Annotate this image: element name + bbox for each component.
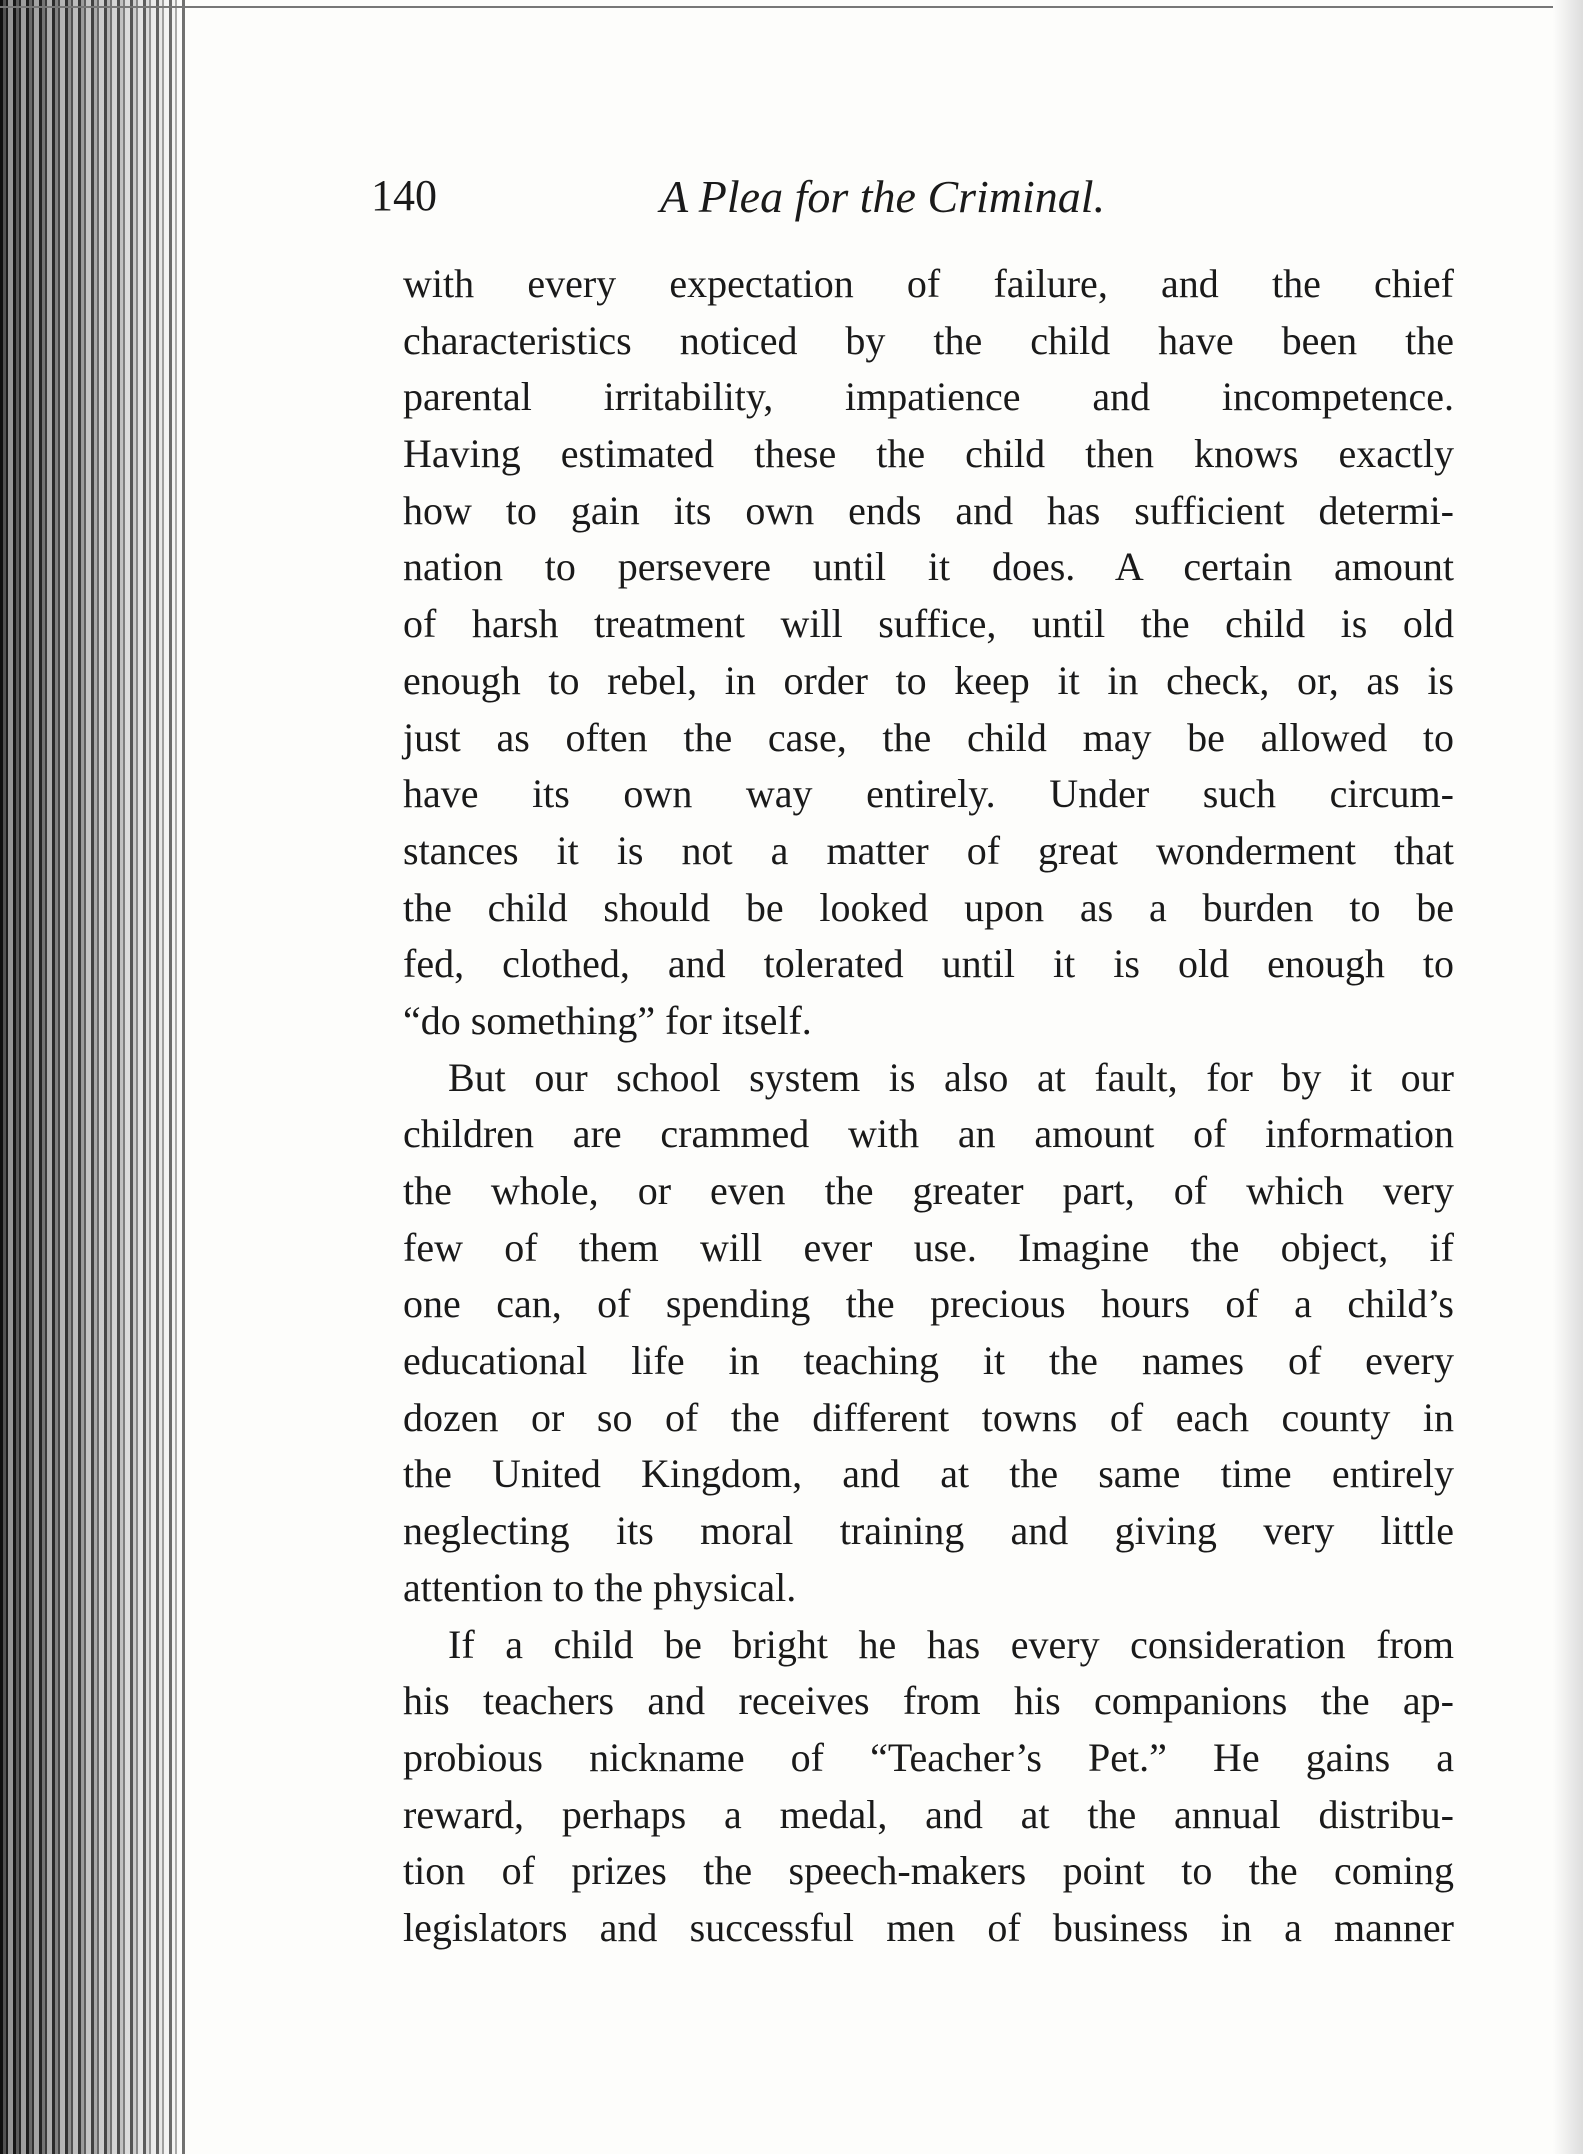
- text-line: the whole, or even the greater part, of which very: [403, 1168, 1454, 1213]
- text-line: educational life in teaching it the names of every: [403, 1338, 1454, 1384]
- page-body: [403, 256, 1454, 1957]
- page-right-edge: [1553, 0, 1583, 2154]
- text-line: enough to rebel, in order to keep it in check, or, as is: [403, 657, 1454, 703]
- text-line: neglecting its moral training and giving very little: [403, 1508, 1454, 1554]
- text-line: fed, clothed, and tolerated until it is old enough to: [403, 941, 1454, 987]
- text-line: of harsh treatment will suffice, until the child is old: [403, 601, 1454, 647]
- text-line: But our school system is also at fault, for by it our: [448, 1054, 1454, 1100]
- text-line: the child should be looked upon as a burden to be: [403, 884, 1454, 930]
- text-line: probious nickname of “Teacher’s Pet.” He gains a: [403, 1734, 1454, 1780]
- text-line: nation to persevere until it does. A certain amount: [403, 544, 1454, 590]
- text-line: Having estimated these the child then knows exactly: [403, 431, 1454, 477]
- text-line: few of them will ever use. Imagine the object, if: [403, 1224, 1454, 1270]
- text-line: one can, of spending the precious hours of a child’s: [403, 1281, 1454, 1327]
- page-top-edge: [0, 6, 1583, 8]
- running-title: A Plea for the Criminal.: [660, 171, 1106, 222]
- page-number: 140: [371, 171, 437, 220]
- text-line: dozen or so of the different towns of each county in: [403, 1394, 1454, 1440]
- text-line: the United Kingdom, and at the same time entirely: [403, 1451, 1454, 1497]
- text-line: legislators and successful men of business in a manner: [403, 1904, 1454, 1950]
- text-line: just as often the case, the child may be allowed to: [403, 714, 1454, 760]
- text-line: how to gain its own ends and has sufficient determi-: [403, 487, 1454, 533]
- text-line: “do something” for itself.: [403, 997, 812, 1043]
- text-line: attention to the physical.: [403, 1564, 797, 1610]
- text-line: reward, perhaps a medal, and at the annual distribu-: [403, 1791, 1454, 1837]
- text-line: children are crammed with an amount of information: [403, 1111, 1454, 1157]
- book-binding-shadow: [0, 0, 185, 2154]
- text-line: with every expectation of failure, and the chief: [403, 261, 1454, 306]
- text-line: If a child be bright he has every consideration from: [448, 1621, 1454, 1667]
- text-line: have its own way entirely. Under such circum-: [403, 771, 1454, 817]
- text-line: parental irritability, impatience and incompetence.: [403, 374, 1454, 420]
- text-line: tion of prizes the speech-makers point to the coming: [403, 1848, 1454, 1894]
- text-line: stances it is not a matter of great wonderment that: [403, 827, 1454, 873]
- text-line: his teachers and receives from his companions the ap-: [403, 1678, 1454, 1724]
- page-header: [371, 170, 1471, 226]
- text-line: characteristics noticed by the child have been the: [403, 317, 1454, 363]
